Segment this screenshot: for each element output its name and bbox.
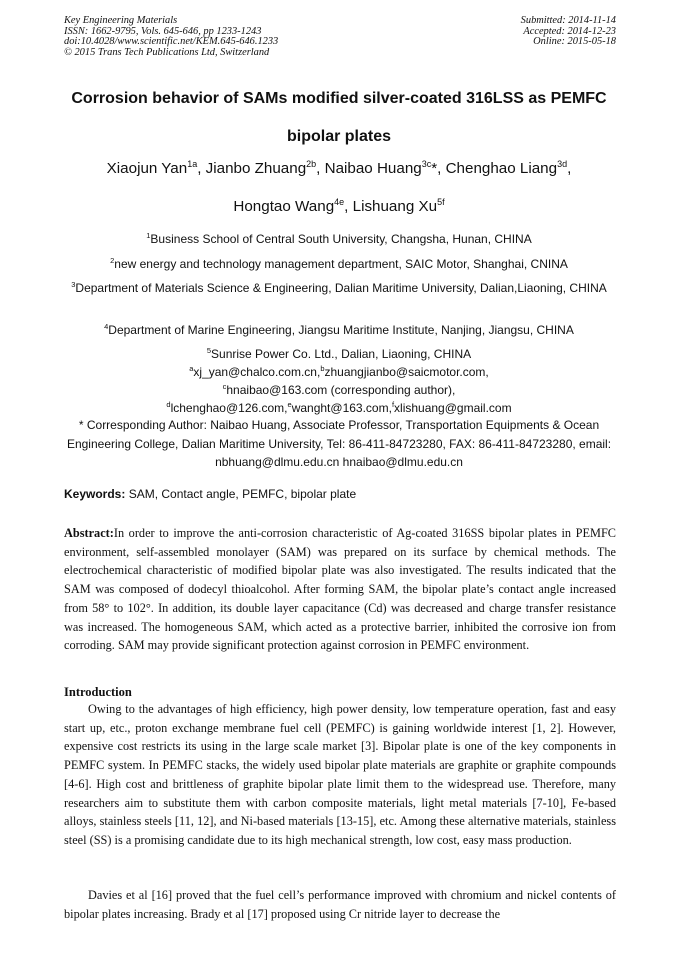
affiliation-4: $^4$Department of Marine Engineering, Jiangsu Maritime Institute, Nanjing, Jiangsu, CHINA	[104, 322, 574, 337]
email-line-2: $^c$hnaibao@163.com (corresponding author),	[222, 382, 456, 397]
section-heading-introduction: Introduction	[64, 685, 132, 699]
corresponding-author-note: * Corresponding Author: Naibao Huang, Associate Professor, Transportation Equipments & Ocean Engineering College, Dalian Maritime University, Tel: 86-411-84723280, FAX: 86-411-84723280, email: nbhuang@dlmu.edu.cn hnaibao@dlmu.edu.cn	[66, 418, 612, 469]
introduction-paragraph-1: Owing to the advantages of high efficiency, high power density, low temperature operation, fast and easy start up, etc., proton exchange membrane fuel cell (PEMFC) is gaining worldwide interest [1, 2]. However, expensive cost restricts its using in the large scale market [3]. Bipolar plate is one of the key components in PEMFC system. In PEMFC stacks, the widely used bipolar plate materials are graphite or graphite compounds [4-6]. High cost and brittleness of graphite bipolar plate limit them to the widespread use. Therefore, many researchers aim to substitute them with carbon composite materials, light metal materials [7-10], Fe-based alloys, stainless steels [11, 12], and Ni-based materials [13-15], etc. Among these alternative materials, stainless steel (SS) is a promising candidate due to its high mechanical strength, low cost, easy mass production.	[64, 702, 616, 847]
keywords	[64, 487, 356, 501]
journal-name: Key Engineering Materials	[64, 15, 178, 26]
submission-dates	[521, 16, 616, 48]
author-name: Lishuang Xu	[352, 198, 438, 215]
affiliation-2: $^2$new energy and technology management department, SAIC Motor, Shanghai, CNINA	[110, 256, 568, 271]
email-f: xlishuang@gmail.com	[394, 401, 512, 415]
author-sup: 1a	[187, 159, 198, 169]
email-b: zhuangjianbo@saicmotor.com,	[324, 365, 489, 379]
introduction-paragraph-2: Davies et al [16] proved that the fuel cell’s performance improved with chromium and nickel contents of bipolar plates increasing. Brady et al [17] proposed using Cr nitride layer to decrease the	[64, 888, 616, 921]
abstract-text: In order to improve the anti-corrosion characteristic of Ag-coated 316SS bipolar plates in PEMFC environment, self-assembled monolayer (SAM) was prepared on its surface by chemical methods. The electrochemical characteristic of modified bipolar plate was also investigated. The results indicated that the SAM was composed of dodecyl thioalcohol. After forming SAM, the bipolar plate’s contact angle increased from 58° to 102°. In addition, its double layer capacitance (Cd) was decreased and charge transfer resistance was increased. The homogeneous SAM, which acted as a protective barrier, inhibited the corrosive ion from corroding. SAM may provide significant protection against corrosion in PEMFC environment.	[64, 526, 616, 653]
affiliation-1: $^1$Business School of Central South University, Changsha, Hunan, CHINA	[146, 231, 532, 246]
email-d: lchenghao@126.com,	[170, 401, 288, 415]
journal-doi: doi:10.4028/www.scientific.net/KEM.645-646.1233	[64, 36, 279, 48]
author-sup: 5f	[437, 197, 445, 207]
email-e: wanght@163.com,	[291, 401, 392, 415]
paper-title-line-2: bipolar plates	[286, 128, 392, 145]
author-sup: 3c	[421, 159, 432, 169]
keywords-label: Keywords:	[64, 487, 126, 501]
affiliation-5: $^5$Sunrise Power Co. Ltd., Dalian, Liaoning, CHINA	[206, 346, 472, 361]
authors-line-1: Xiaojun Yan$^{1a}$, Jianbo Zhuang$^{2b}$, Naibao Huang$^{3c}$*, Chenghao Liang$^{3d}$,	[106, 159, 572, 177]
email-line-3: $^d$lchenghao@126.com,$^e$wanght@163.com,$^f$xlishuang@gmail.com	[166, 400, 512, 415]
paper-title-line-1: Corrosion behavior of SAMs modified silver-coated 316LSS as PEMFC	[71, 90, 607, 107]
author-sup: 4e	[334, 197, 345, 207]
author-sup: 3d	[557, 159, 568, 169]
author-name: Hongtao Wang	[233, 198, 335, 215]
online-date: Online: 2015-05-18	[533, 36, 616, 48]
author-name: Naibao Huang	[324, 160, 422, 177]
author-name: Chenghao Liang	[445, 160, 558, 177]
keywords-text: SAM, Contact angle, PEMFC, bipolar plate	[128, 487, 357, 501]
affiliation-3: $^3$Department of Materials Science & Engineering, Dalian Maritime University, Dalian,Liaoning, CHINA	[71, 280, 607, 295]
accepted-date: Accepted: 2014-12-23	[523, 25, 616, 37]
author-name: Jianbo Zhuang	[205, 160, 307, 177]
journal-issn: ISSN: 1662-9795, Vols. 645-646, pp 1233-1243	[64, 25, 262, 37]
email-a: xj_yan@chalco.com.cn,	[193, 365, 321, 379]
journal-info	[64, 16, 278, 58]
submitted-date: Submitted: 2014-11-14	[520, 15, 616, 26]
abstract	[64, 524, 616, 655]
abstract-label: Abstract:	[64, 526, 114, 540]
email-line-1: $^a$xj_yan@chalco.com.cn,$^b$zhuangjianbo@saicmotor.com,	[189, 364, 489, 379]
author-sup: 2b	[306, 159, 317, 169]
email-c: hnaibao@163.com (corresponding author),	[226, 383, 456, 397]
journal-copyright: © 2015 Trans Tech Publications Ltd, Switzerland	[64, 46, 270, 58]
authors-line-2: Hongtao Wang$^{4e}$, Lishuang $Xu^{5f}$	[233, 197, 445, 215]
author-name: Xiaojun Yan	[106, 160, 188, 177]
